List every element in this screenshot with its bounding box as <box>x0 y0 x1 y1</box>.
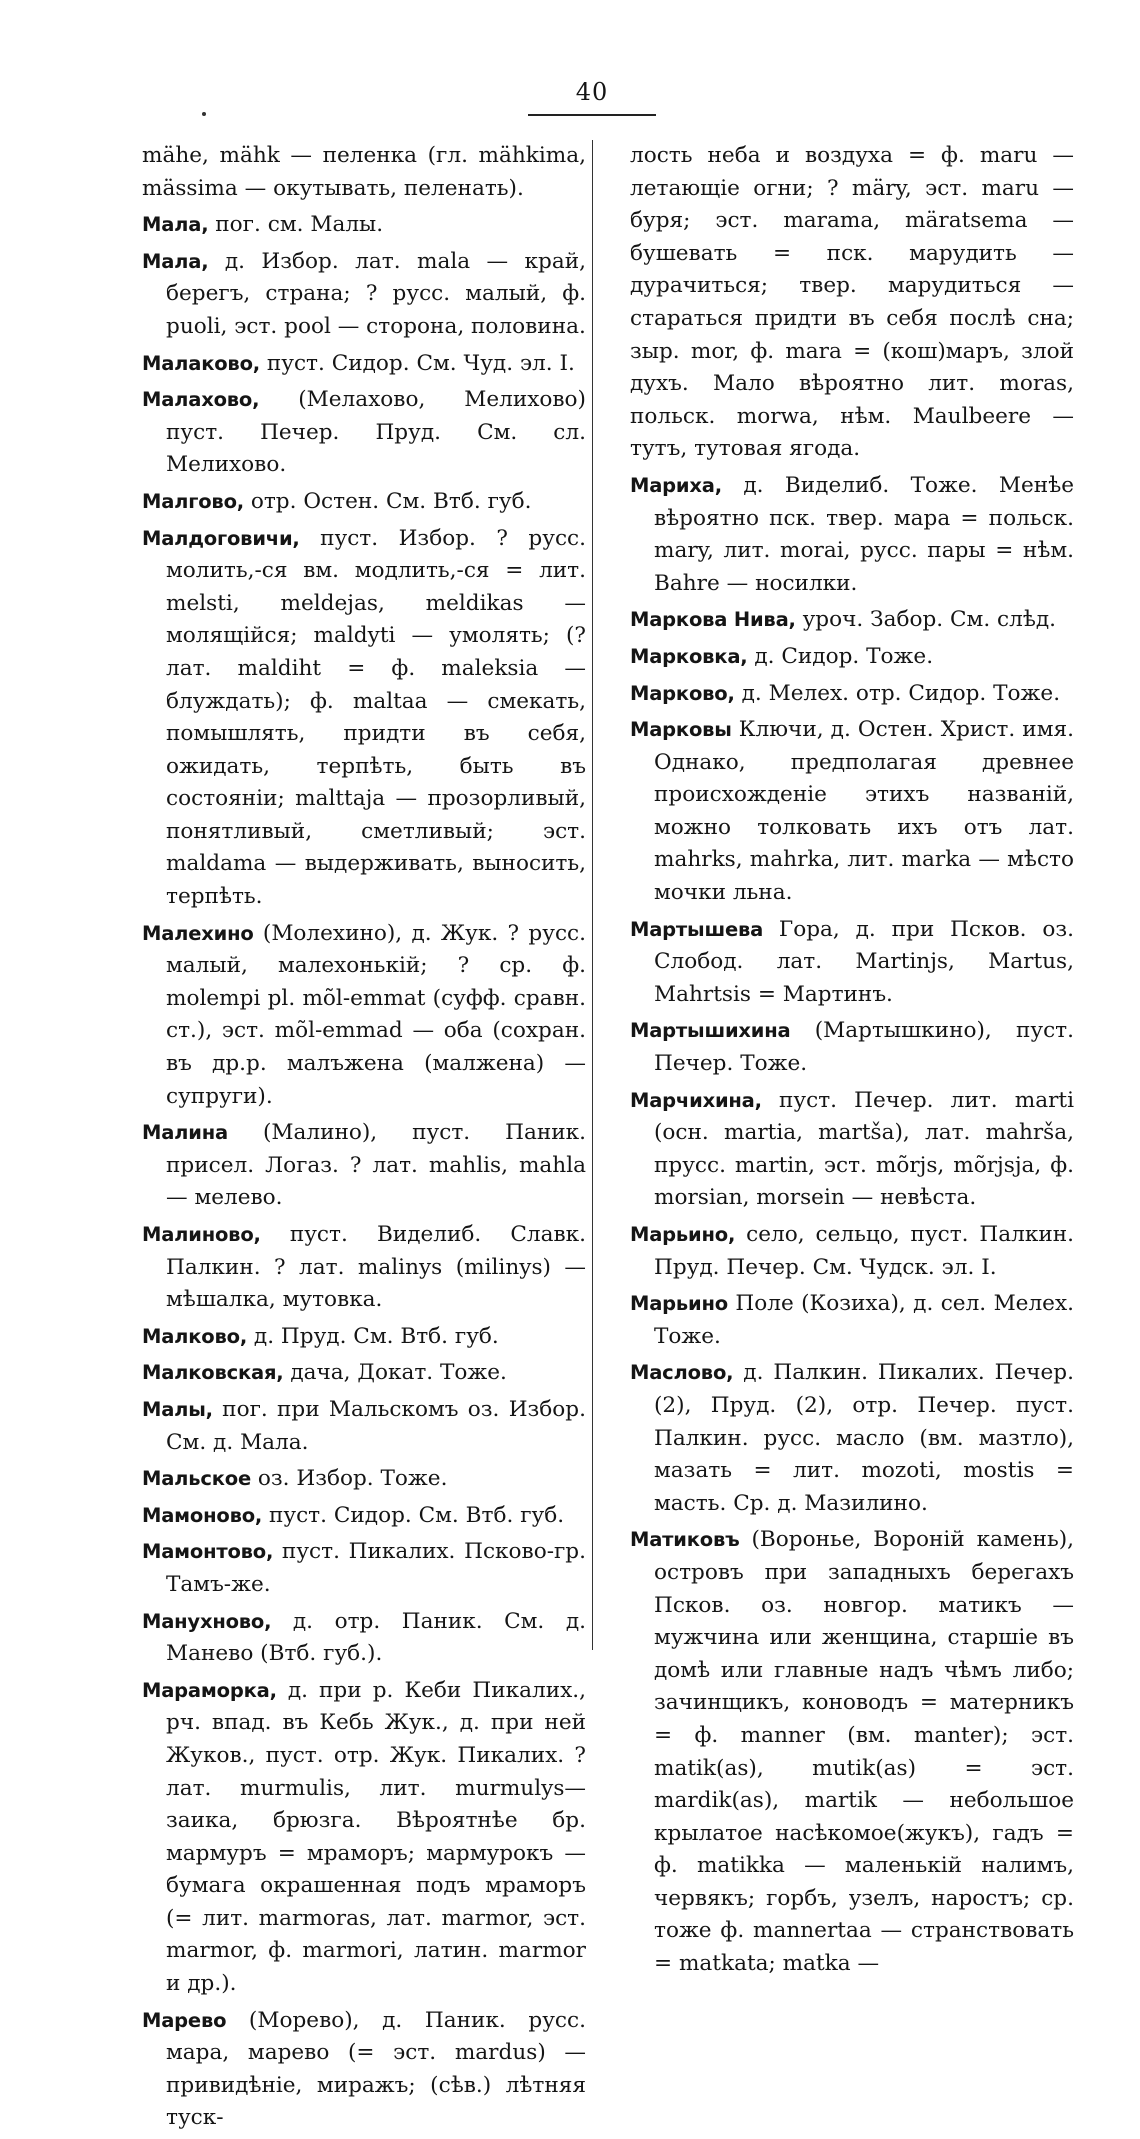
entry-headword: Малково, <box>142 1324 248 1348</box>
entry-headword: Мальское <box>142 1467 251 1491</box>
dictionary-entry <box>142 1219 586 1317</box>
entry-text: село, сельцо, пуст. Палкин. Пруд. Печер. См. Чудск. эл. I. <box>654 1222 1074 1280</box>
entry-headword: Матиковъ <box>630 1528 740 1552</box>
entry-headword: Мартышева <box>630 917 764 941</box>
entry-headword: Маслово, <box>630 1361 734 1385</box>
dictionary-entry <box>142 1463 586 1496</box>
dictionary-entry <box>142 523 586 914</box>
entry-text: д. Мелех. отр. Сидор. Тоже. <box>734 680 1061 706</box>
dictionary-entry <box>142 2005 586 2135</box>
dictionary-entry <box>142 1117 586 1215</box>
entry-text: д. при р. Кеби Пикалих., рч. впад. въ Кебь Жук., д. при ней Жуков., пуст. отр. Жук. Пикалих. ? лат. murmulis, лит. murmulys—заика, брюзга. Вѣроятнѣе бр. мармуръ = мраморъ; мармурокъ — бумага окрашенная подъ мраморъ (= лит. marmoras, лат. marmor, эст. marmor, ф. marmori, латин. marmor и др.). <box>166 1677 586 1997</box>
dictionary-entry <box>142 1394 586 1459</box>
dictionary-entry <box>142 1536 586 1601</box>
dictionary-entry <box>142 348 586 381</box>
entry-headword: Малы, <box>142 1397 213 1421</box>
dictionary-entry <box>142 140 586 205</box>
entry-headword: Манухново, <box>142 1609 272 1633</box>
entry-text: уроч. Забор. См. слѣд. <box>795 607 1057 633</box>
entry-headword: Малгово, <box>142 489 244 513</box>
entry-headword: Марковы <box>630 718 732 742</box>
entry-headword: Мала, <box>142 249 209 273</box>
entry-text: пуст. Сидор. См. Чуд. эл. I. <box>259 350 575 376</box>
entry-headword: Малдоговичи, <box>142 526 300 550</box>
dictionary-entry <box>630 1219 1074 1284</box>
dictionary-entry <box>142 1321 586 1354</box>
dictionary-entry <box>630 1015 1074 1080</box>
dictionary-entry <box>142 486 586 519</box>
entry-text: лость неба и воздуха = ф. maru — летающіе огни; ? märy, эст. maru — буря; эст. marama, märatsema — бушевать = пск. марудить — дурачиться; твер. марудиться — стараться придти въ себя послѣ сна; зыр. mor, ф. mara = (кош)маръ, злой духъ. Мало вѣроятно лит. moras, польск. morwa, нѣм. Maulbeere — тутъ, тутовая ягода. <box>630 143 1074 462</box>
entry-text: д. отр. Паник. См. д. Манево (Втб. губ.). <box>166 1608 586 1667</box>
dictionary-entry <box>630 1085 1074 1215</box>
entry-text: пуст. Избор. ? русс. молить,-ся вм. модлить,-ся = лит. melsti, meldejas, meldikas — молящійся; maldyti — умолять; (? лат. maldiht = ф. maleksia — блуждать); ф. maltaa — смекать, помышлять, придти въ себя, ожидать, терпѣть, быть въ состояніи; malttaja — прозорливый, понятливый, сметливый; эст. maldama — выдерживать, выносить, терпѣть. <box>166 525 586 910</box>
entry-text: mähe, mähk — пеленка (гл. mähkima, mässima — окутывать, пеленать). <box>142 143 586 201</box>
dictionary-entry <box>142 209 586 242</box>
entry-headword: Мамонтово, <box>142 1540 274 1564</box>
entry-text: Ключи, д. Остен. Христ. имя. Однако, предполагая древнее происхожденіе этихъ названій, можно толковать ихъ отъ лат. mahrks, mahrka, лит. marka — мѣсто мочки льна. <box>654 717 1074 906</box>
entry-headword: Мараморка, <box>142 1678 277 1702</box>
entry-text: (Малино), пуст. Паник. присел. Логаз. ? лат. mahlis, mahla — мелево. <box>166 1120 586 1211</box>
entry-headword: Мала, <box>142 213 209 237</box>
dictionary-entry <box>142 1357 586 1390</box>
entry-headword: Малехино <box>142 921 254 945</box>
entry-text: (Молехино), д. Жук. ? русс. малый, малехонькій; ? ср. ф. molempi pl. mõl-emmat (суфф. сравн. ст.), эст. mõl-emmad — оба (сохран. въ др.р. малъжена (малжена) — супруги). <box>166 920 586 1109</box>
entry-text: (Мартышкино), пуст. Печер. Тоже. <box>654 1018 1074 1077</box>
header-dot <box>202 112 206 116</box>
entry-text: д. Избор. лат. mala — край, берегъ, страна; ? русс. малый, ф. puoli, эст. pool — сторона, половина. <box>166 248 586 339</box>
entry-headword: Мариха, <box>630 473 722 497</box>
page-number-text: 40 <box>575 78 609 106</box>
dictionary-entry <box>142 384 586 482</box>
entry-text: пог. при Мальскомъ оз. Избор. См. д. Мала. <box>166 1396 586 1455</box>
entry-text: дача, Докат. Тоже. <box>283 1360 507 1386</box>
dictionary-entry <box>630 470 1074 600</box>
left-column <box>142 140 586 2139</box>
dictionary-entry <box>630 140 1074 466</box>
entry-headword: Малаково, <box>142 351 260 375</box>
entry-text: (Мелахово, Мелихово) пуст. Печер. Пруд. См. сл. Мелихово. <box>166 387 586 478</box>
entry-text: пуст. Виделиб. Славк. Палкин. ? лат. malinys (milinys) — мѣшалка, мутовка. <box>166 1222 586 1313</box>
entry-text: д. Виделиб. Тоже. Менѣе вѣроятно пск. твер. мара = польск. mary, лит. morai, русс. пары = нѣм. Bahre — носилки. <box>654 472 1074 596</box>
entry-headword: Марковка, <box>630 644 748 668</box>
entry-text: пуст. Пикалих. Псково-гр. Тамъ-же. <box>166 1539 586 1597</box>
entry-text: Поле (Козиха), д. сел. Мелех. Тоже. <box>654 1291 1074 1349</box>
dictionary-entry <box>630 1357 1074 1520</box>
dictionary-entry <box>142 1606 586 1671</box>
entry-text: оз. Избор. Тоже. <box>251 1466 448 1492</box>
entry-text: д. Пруд. См. Втб. губ. <box>247 1323 499 1349</box>
entry-headword: Марьино, <box>630 1223 736 1246</box>
entry-headword: Марево <box>142 2008 227 2032</box>
dictionary-entry <box>630 604 1074 637</box>
dictionary-entry <box>630 714 1074 910</box>
entry-text: отр. Остен. См. Втб. губ. <box>243 488 532 514</box>
entry-headword: Мамоново, <box>142 1503 263 1527</box>
dictionary-entry <box>142 918 586 1114</box>
entry-text: д. Сидор. Тоже. <box>747 643 934 669</box>
entry-headword: Маркова Нива, <box>630 608 796 632</box>
dictionary-entry <box>142 1675 586 2001</box>
entry-text: (Морево), д. Паник. русс. мара, марево (= эст. mardus) — привидѣніе, миражъ; (сѣв.) лѣтняя туск- <box>166 2007 586 2131</box>
entry-headword: Малина <box>142 1121 228 1145</box>
entry-headword: Мартышихина <box>630 1019 791 1043</box>
entry-text: пуст. Сидор. См. Втб. губ. <box>262 1502 565 1528</box>
entry-headword: Малиново, <box>142 1223 261 1246</box>
entry-text: пуст. Печер. лит. marti (осн. martia, martša), лат. mahrša, прусс. martin, эст. mõrjs, mõrjsja, ф. morsian, morsein — невѣста. <box>654 1087 1074 1211</box>
entry-text: (Воронье, Вороній камень), островъ при западныхъ берегахъ Псков. оз. новгор. матикъ — мужчина или женщина, старшіе въ домѣ или главные надъ чѣмъ либо; зачинщикъ, коноводъ = матерникъ = ф. manner (вм. manter); эст. matik(as), mutik(as) = эст. mardik(as), martik — небольшое крылатое насѣкомое(жукъ), гадъ = ф. matikka — маленькій налимъ, червякъ; горбъ, узелъ, наростъ; ср. тоже ф. mannertaa — странствовать = matkata; matka — <box>654 1527 1074 1977</box>
right-column <box>630 140 1074 1985</box>
entry-text: д. Палкин. Пикалих. Печер. (2), Пруд. (2), отр. Печер. пуст. Палкин. русс. масло (вм. мазтло), мазать = лит. mozoti, mostis = масть. Ср. д. Мазилино. <box>654 1360 1074 1516</box>
header-rule <box>528 114 656 116</box>
entry-text: пог. см. Малы. <box>208 212 384 238</box>
dictionary-entry <box>630 1524 1074 1980</box>
dictionary-entry <box>142 246 586 344</box>
dictionary-entry <box>630 641 1074 674</box>
entry-headword: Марьино <box>630 1292 728 1316</box>
entry-headword: Марчихина, <box>630 1088 762 1112</box>
dictionary-entry <box>630 678 1074 711</box>
column-divider <box>592 140 593 1650</box>
entry-headword: Марково, <box>630 681 735 705</box>
entry-text: Гора, д. при Псков. оз. Слобод. лат. Martinjs, Martus, Mahrtsis = Мартинъ. <box>654 916 1074 1007</box>
entry-headword: Малахово, <box>142 388 260 412</box>
dictionary-entry <box>142 1500 586 1533</box>
entry-headword: Малковская, <box>142 1361 284 1385</box>
dictionary-entry <box>630 914 1074 1012</box>
page-number <box>0 78 1140 106</box>
dictionary-entry <box>630 1288 1074 1353</box>
